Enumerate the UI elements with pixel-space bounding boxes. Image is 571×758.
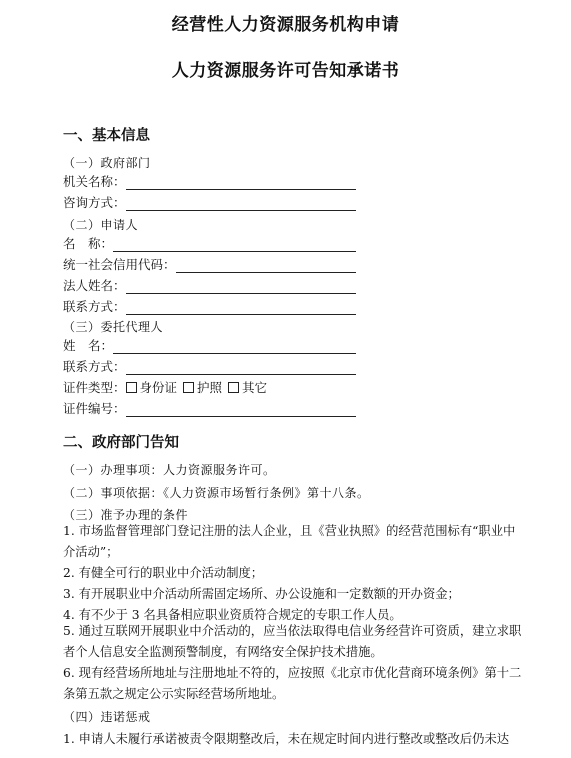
field-legal-person[interactable] — [63, 276, 356, 294]
condition-3: 3. 有开展职业中介活动所需固定场所、办公设施和一定数额的开办资金； — [63, 587, 460, 601]
notice-matter: （一）办理事项：人力资源服务许可。 — [63, 463, 276, 477]
credit-code-input-line[interactable] — [176, 257, 356, 273]
field-label: 名 称： — [63, 236, 114, 251]
field-agency-name[interactable] — [63, 172, 356, 190]
checkbox-id-card[interactable] — [126, 382, 137, 393]
section-notice-heading: 二、政府部门告知 — [63, 435, 179, 451]
field-label: 证件编号： — [63, 401, 126, 416]
checkbox-other[interactable] — [228, 382, 239, 393]
agent-contact-input-line[interactable] — [126, 359, 356, 375]
condition-6 — [63, 663, 525, 705]
agency-name-input-line[interactable] — [126, 174, 356, 190]
field-applicant-name[interactable] — [63, 234, 356, 252]
breach-item-1: 1. 申请人未履行承诺被责令限期整改后，未在规定时间内进行整改或整改后仍未达 — [63, 732, 510, 746]
field-agent-contact[interactable] — [63, 357, 356, 375]
document-title-line2: 人力资源服务许可告知承诺书 — [171, 61, 400, 81]
field-credit-code[interactable] — [63, 255, 356, 273]
field-id-type — [63, 378, 267, 396]
field-label: 联系方式： — [63, 359, 126, 374]
checkbox-label-passport: 护照 — [197, 380, 223, 395]
condition-1 — [63, 521, 525, 563]
applicant-name-input-line[interactable] — [113, 236, 356, 252]
subsection-applicant-heading: （二）申请人 — [63, 218, 139, 232]
section-basic-info-heading: 一、基本信息 — [63, 128, 150, 144]
condition-6-text: 6. 现有经营场所地址与注册地址不符的，应按照《北京市优化营商环境条例》第十二条第五款之规定公示实际经营场所地址。 — [63, 666, 522, 701]
applicant-contact-input-line[interactable] — [126, 299, 356, 315]
field-consult-method[interactable] — [63, 193, 356, 211]
condition-5 — [63, 621, 525, 663]
consult-method-input-line[interactable] — [126, 195, 356, 211]
document-title-line1: 经营性人力资源服务机构申请 — [171, 15, 400, 35]
condition-5-text: 5. 通过互联网开展职业中介活动的，应当依法取得电信业务经营许可资质，建立求职者个人信息安全监测预警制度，有网络安全保护技术措施。 — [63, 624, 522, 659]
subsection-agent-heading: （三）委托代理人 — [63, 320, 164, 334]
legal-person-input-line[interactable] — [126, 278, 356, 294]
breach-heading: （四）违诺惩戒 — [63, 710, 151, 724]
field-label: 咨询方式： — [63, 195, 126, 210]
field-label: 姓 名： — [63, 338, 114, 353]
field-id-number[interactable] — [63, 399, 356, 417]
subsection-gov-dept-heading: （一）政府部门 — [63, 156, 151, 170]
condition-1-text: 1. 市场监督管理部门登记注册的法人企业，且《营业执照》的经营范围标有“职业中介活动”； — [63, 524, 516, 559]
field-label: 证件类型： — [63, 380, 126, 395]
field-agent-name[interactable] — [63, 336, 356, 354]
field-label: 机关名称： — [63, 174, 126, 189]
field-label: 联系方式： — [63, 299, 126, 314]
condition-4: 4. 有不少于 3 名具备相应职业资质符合规定的专职工作人员。 — [63, 608, 402, 622]
checkbox-label-other: 其它 — [242, 380, 268, 395]
checkbox-label-id-card: 身份证 — [139, 380, 178, 395]
condition-2: 2. 有健全可行的职业中介活动制度； — [63, 566, 264, 580]
id-number-input-line[interactable] — [126, 401, 356, 417]
field-applicant-contact[interactable] — [63, 297, 356, 315]
conditions-heading: （三）准予办理的条件 — [63, 508, 189, 522]
notice-basis: （二）事项依据：《人力资源市场暂行条例》第十八条。 — [63, 486, 370, 500]
agent-name-input-line[interactable] — [113, 338, 356, 354]
field-label: 法人姓名： — [63, 278, 126, 293]
field-label: 统一社会信用代码： — [63, 257, 176, 272]
checkbox-passport[interactable] — [183, 382, 194, 393]
